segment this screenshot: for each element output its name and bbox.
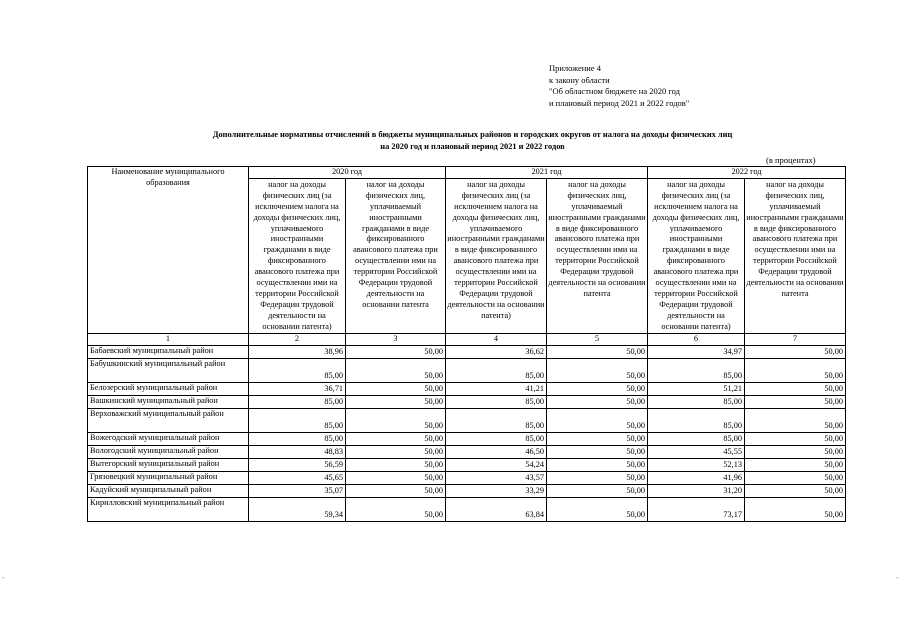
annex-block — [549, 63, 689, 109]
table-row — [88, 471, 846, 484]
norm-value: 85,00 — [648, 408, 745, 432]
norm-value: 50,00 — [547, 484, 648, 497]
norm-value: 50,00 — [346, 408, 446, 432]
table-row — [88, 497, 846, 521]
column-number: 7 — [745, 333, 846, 345]
norm-value: 50,00 — [547, 408, 648, 432]
municipality-name: Кирилловский муниципальный район — [88, 497, 249, 521]
norm-value: 50,00 — [745, 458, 846, 471]
table-row — [88, 358, 846, 382]
column-number: 2 — [249, 333, 346, 345]
norm-value: 38,96 — [249, 345, 346, 358]
column-number: 5 — [547, 333, 648, 345]
column-number: 4 — [446, 333, 547, 345]
column-number: 1 — [88, 333, 249, 345]
norm-value: 50,00 — [745, 471, 846, 484]
municipality-name: Кадуйский муниципальный район — [88, 484, 249, 497]
norm-value: 54,24 — [446, 458, 547, 471]
municipality-name: Белозерский муниципальный район — [88, 382, 249, 395]
norm-value: 85,00 — [648, 395, 745, 408]
norm-value: 41,21 — [446, 382, 547, 395]
norm-value: 50,00 — [346, 445, 446, 458]
annex-line: Приложение 4 — [549, 63, 601, 73]
norm-value: 85,00 — [446, 395, 547, 408]
norm-value: 50,00 — [547, 432, 648, 445]
table-row — [88, 382, 846, 395]
norm-value: 50,00 — [745, 497, 846, 521]
norm-value: 50,00 — [745, 345, 846, 358]
column-number: 3 — [346, 333, 446, 345]
norm-value: 85,00 — [648, 432, 745, 445]
annex-line: к закону области — [549, 74, 610, 85]
norm-value: 50,00 — [745, 484, 846, 497]
column-header-tax-general: налог на доходы физических лиц (за исключением налога на доходы физических лиц, уплачиваемого иностранными гражданами в виде фиксированного авансового платежа при осуществлении ими на территории Российской Федерации трудовой деятельности на основании патента) — [249, 178, 346, 333]
norm-value: 48,83 — [249, 445, 346, 458]
municipality-name: Вожегодский муниципальный район — [88, 432, 249, 445]
name-column-header: Наименование муниципального образования — [88, 167, 249, 334]
norm-value: 50,00 — [346, 471, 446, 484]
municipality-name: Бабаевский муниципальный район — [88, 345, 249, 358]
column-header-tax-patent: налог на доходы физических лиц, уплачиваемый иностранными гражданами в виде фиксированного авансового платежа при осуществлении ими на территории Российской Федерации трудовой деятельности на основании патента — [745, 178, 846, 333]
table-row — [88, 432, 846, 445]
norm-value: 50,00 — [346, 432, 446, 445]
norm-value: 50,00 — [346, 484, 446, 497]
title-line: на 2020 год и плановый период 2021 и 2022 годов — [380, 141, 565, 151]
norm-value: 36,62 — [446, 345, 547, 358]
year-header: 2020 год — [249, 167, 446, 179]
column-header-tax-general: налог на доходы физических лиц (за исключением налога на доходы физических лиц, уплачиваемого иностранными гражданами в виде фиксированного авансового платежа при осуществлении ими на территории Российской Федерации трудовой деятельности на основании патента) — [648, 178, 745, 333]
norm-value: 59,34 — [249, 497, 346, 521]
norm-value: 45,65 — [249, 471, 346, 484]
norm-value: 41,96 — [648, 471, 745, 484]
norm-value: 45,55 — [648, 445, 745, 458]
norm-value: 85,00 — [249, 358, 346, 382]
norm-value: 51,21 — [648, 382, 745, 395]
norm-value: 50,00 — [346, 458, 446, 471]
column-number: 6 — [648, 333, 745, 345]
table-row — [88, 445, 846, 458]
norm-value: 85,00 — [446, 432, 547, 445]
table-row — [88, 408, 846, 432]
norm-value: 50,00 — [547, 382, 648, 395]
norm-value: 50,00 — [745, 382, 846, 395]
column-header-tax-patent: налог на доходы физических лиц, уплачиваемый иностранными гражданами в виде фиксированного авансового платежа при осуществлении ими на территории Российской Федерации трудовой деятельности на основании патента — [346, 178, 446, 333]
column-header-tax-patent: налог на доходы физических лиц, уплачиваемый иностранными гражданами в виде фиксированного авансового платежа при осуществлении ими на территории Российской Федерации трудовой деятельности на основании патента — [547, 178, 648, 333]
municipality-name: Грязовецкий муниципальный район — [88, 471, 249, 484]
norm-value: 50,00 — [745, 408, 846, 432]
norm-value: 85,00 — [648, 358, 745, 382]
annex-line: и плановый период 2021 и 2022 годов" — [549, 97, 690, 108]
norm-value: 50,00 — [346, 345, 446, 358]
year-header: 2021 год — [446, 167, 648, 179]
norm-value: 85,00 — [249, 395, 346, 408]
column-header-tax-general: налог на доходы физических лиц (за исключением налога на доходы физических лиц, уплачиваемого иностранными гражданами в виде фиксированного авансового платежа при осуществлении ими на территории Российской Федерации трудовой деятельности на основании патента) — [446, 178, 547, 333]
norm-value: 50,00 — [547, 358, 648, 382]
page-edge-mark: - — [896, 573, 899, 582]
norm-value: 50,00 — [547, 345, 648, 358]
norm-value: 56,59 — [249, 458, 346, 471]
norm-value: 50,00 — [547, 445, 648, 458]
annex-line: "Об областном бюджете на 2020 год — [549, 86, 680, 96]
page-edge-mark: - — [2, 573, 5, 582]
table-row — [88, 395, 846, 408]
norm-value: 50,00 — [745, 445, 846, 458]
norm-value: 34,97 — [648, 345, 745, 358]
norm-value: 50,00 — [547, 458, 648, 471]
title-line: Дополнительные нормативы отчислений в бюджеты муниципальных районов и городских округов от налога на доходы физических лиц — [212, 130, 733, 139]
norm-value: 63,84 — [446, 497, 547, 521]
table-row — [88, 345, 846, 358]
norm-value: 46,50 — [446, 445, 547, 458]
norm-value: 85,00 — [446, 408, 547, 432]
norm-value: 50,00 — [547, 395, 648, 408]
municipality-name: Вытегорский муниципальный район — [88, 458, 249, 471]
year-header: 2022 год — [648, 167, 846, 179]
norm-value: 50,00 — [547, 471, 648, 484]
norm-value: 50,00 — [346, 395, 446, 408]
municipality-name: Верховажский муниципальный район — [88, 408, 249, 432]
norm-value: 50,00 — [346, 382, 446, 395]
norm-value: 50,00 — [745, 358, 846, 382]
norm-value: 50,00 — [547, 497, 648, 521]
norm-value: 50,00 — [346, 358, 446, 382]
units-note: (в процентах) — [766, 155, 816, 165]
norm-value: 50,00 — [745, 395, 846, 408]
table-row — [88, 458, 846, 471]
table-row — [88, 484, 846, 497]
norm-value: 50,00 — [346, 497, 446, 521]
norms-table — [87, 166, 846, 522]
norm-value: 43,57 — [446, 471, 547, 484]
norm-value: 85,00 — [249, 408, 346, 432]
norm-value: 50,00 — [745, 432, 846, 445]
norm-value: 33,29 — [446, 484, 547, 497]
norm-value: 85,00 — [446, 358, 547, 382]
document-title — [100, 129, 845, 152]
norm-value: 85,00 — [249, 432, 346, 445]
norm-value: 36,71 — [249, 382, 346, 395]
municipality-name: Бабушкинский муниципальный район — [88, 358, 249, 382]
norm-value: 52,13 — [648, 458, 745, 471]
norm-value: 31,20 — [648, 484, 745, 497]
norm-value: 35,07 — [249, 484, 346, 497]
municipality-name: Вологодский муниципальный район — [88, 445, 249, 458]
municipality-name: Вашкинский муниципальный район — [88, 395, 249, 408]
norm-value: 73,17 — [648, 497, 745, 521]
